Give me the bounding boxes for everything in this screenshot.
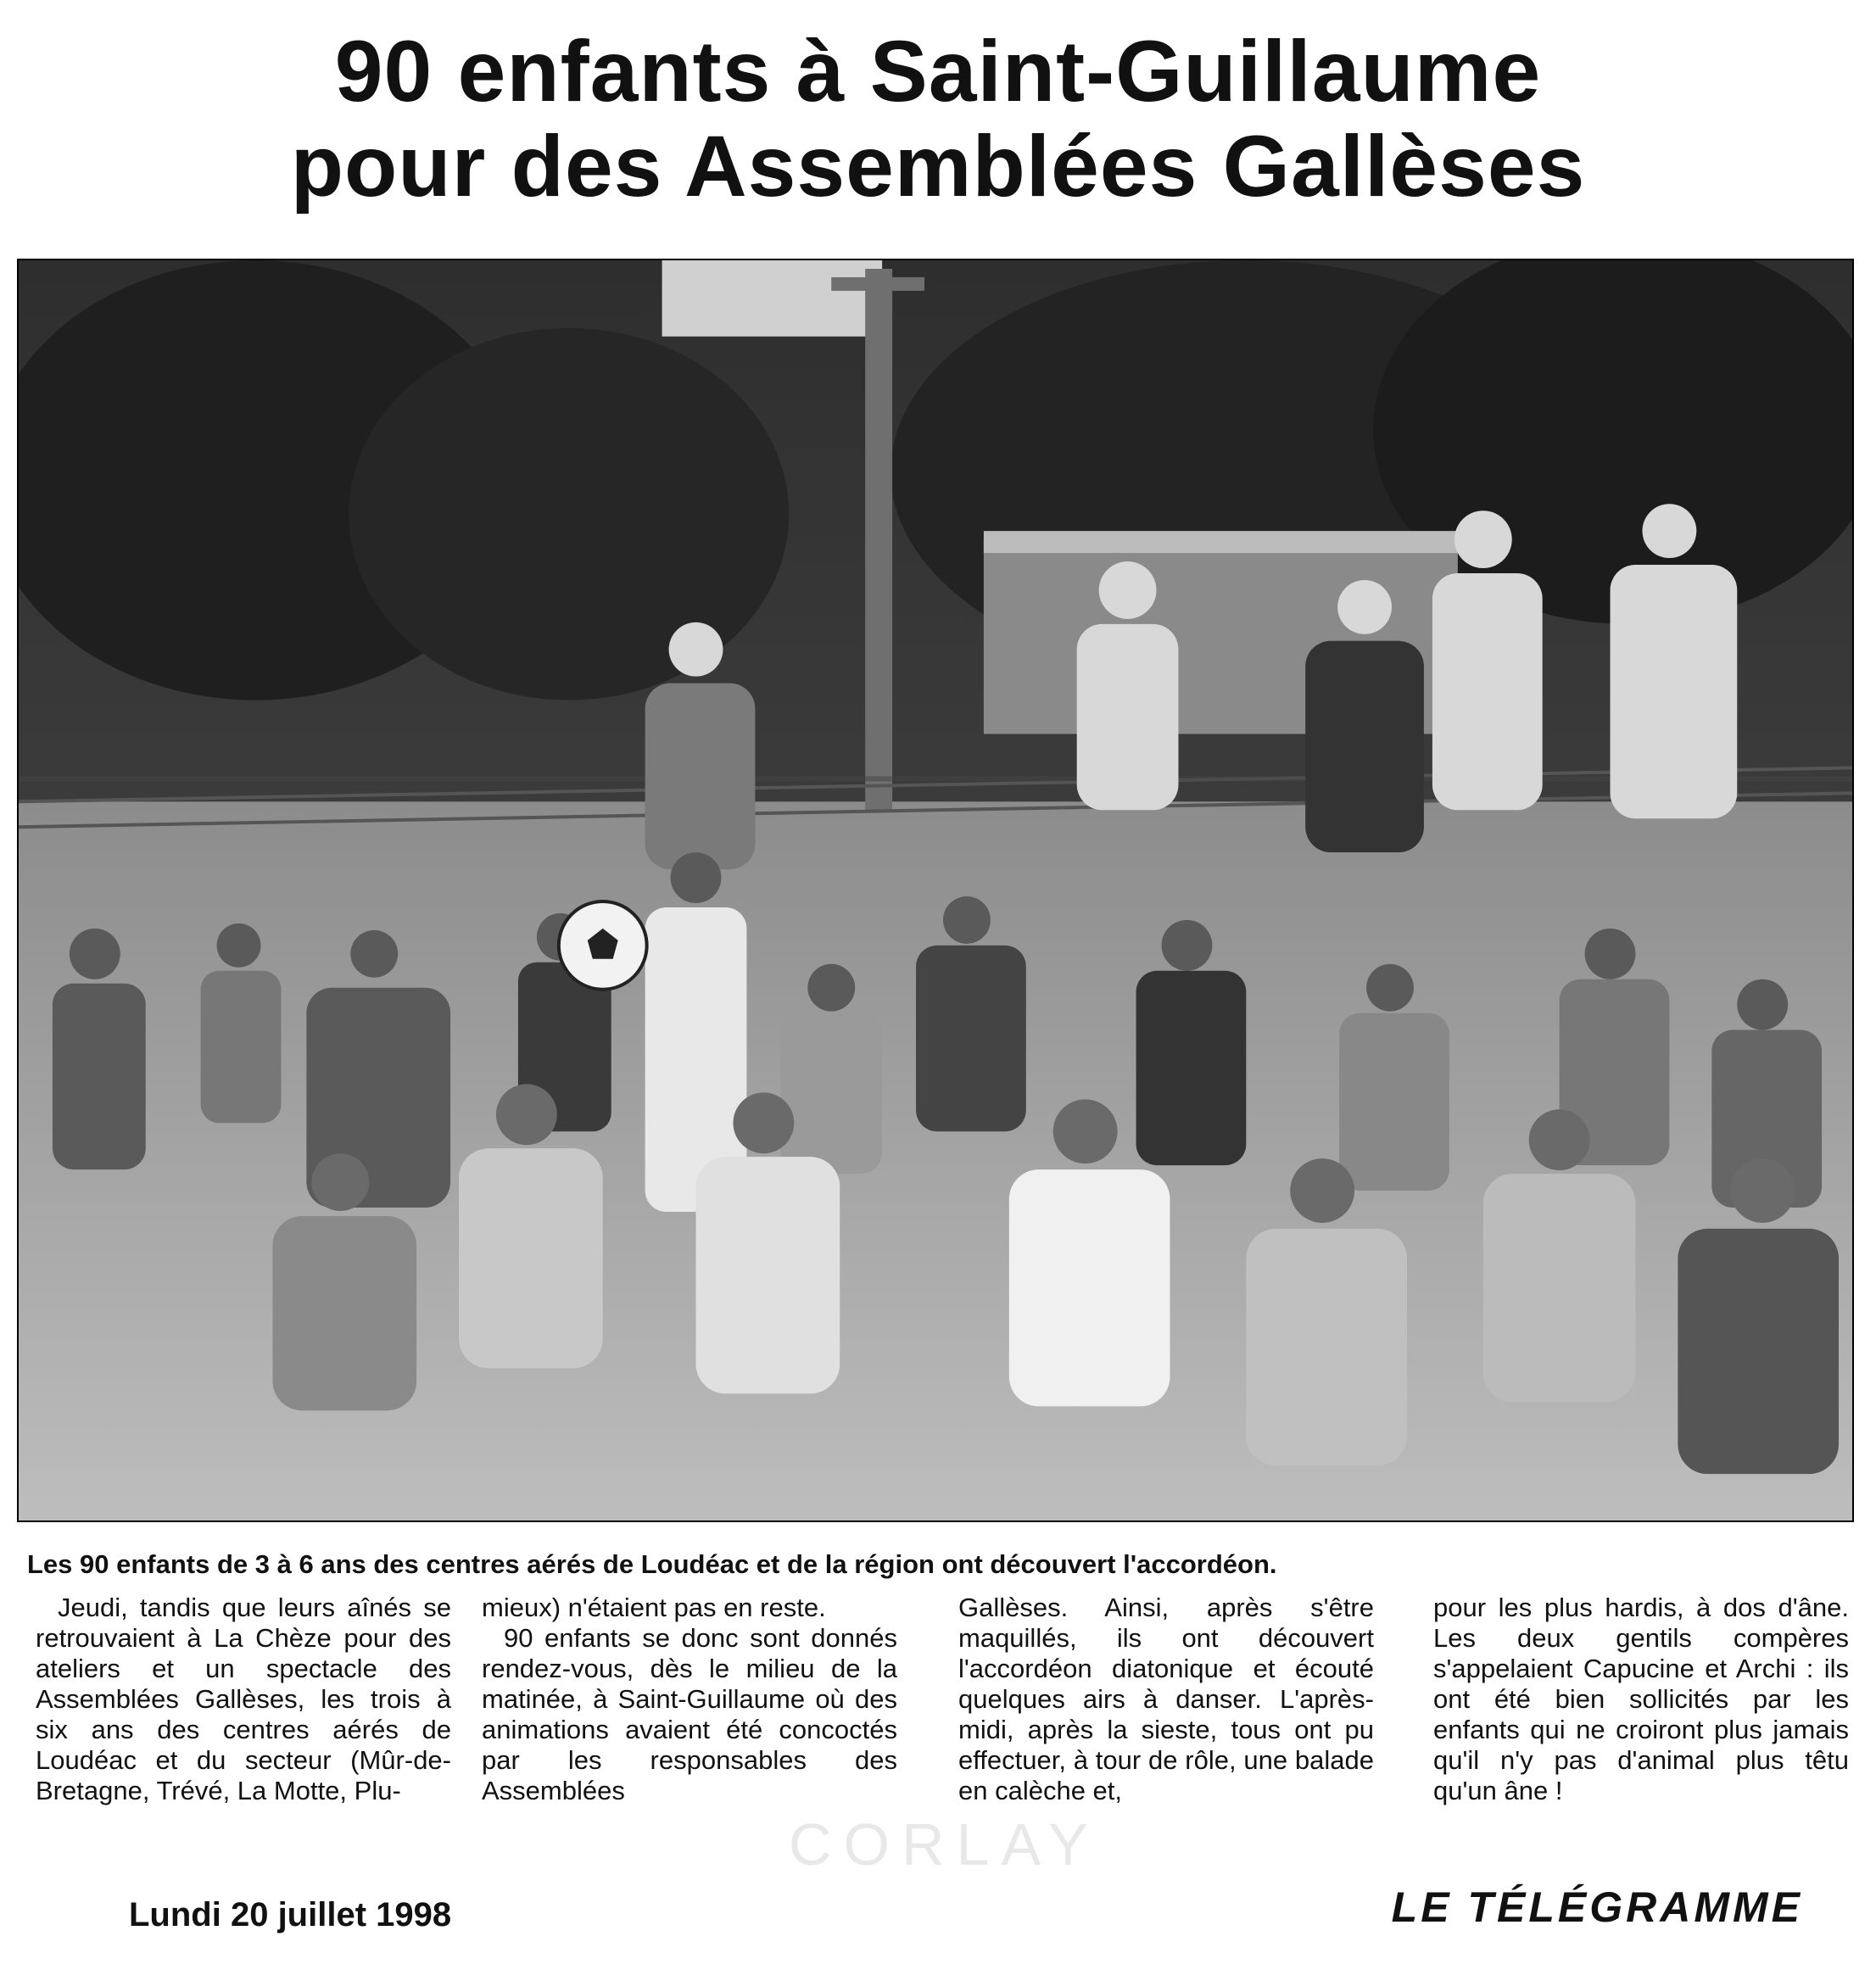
article-column-3	[958, 1593, 1374, 1806]
bleed-through-text: CORLAY	[789, 1811, 1100, 1878]
paragraph: pour les plus hardis, à dos d'âne. Les deux gentils compères s'appelaient Capucine et Archi : ils ont été bien sollicités par les enfants qui ne croiront plus jamais qu'il n'y pas d'animal plus têtu qu'un âne !	[1433, 1593, 1849, 1805]
headline-line-1: 90 enfants à Saint-Guillaume	[334, 23, 1542, 120]
paragraph: 90 enfants se donc sont donnés rendez-vous, dès le milieu de la matinée, à Saint-Guillaume où des animations avaient été concoctés par les responsables des Assemblées	[482, 1623, 897, 1805]
photo-caption: Les 90 enfants de 3 à 6 ans des centres aérés de Loudéac et de la région ont découvert l'accordéon.	[27, 1549, 1277, 1579]
publication-date: Lundi 20 juillet 1998	[129, 1896, 452, 1933]
newspaper-name: LE TÉLÉGRAMME	[1391, 1883, 1803, 1931]
photo-illustration	[19, 260, 1852, 1520]
headline-line-2: pour des Assemblées Gallèses	[290, 118, 1586, 215]
headline	[0, 24, 1876, 214]
paragraph: mieux) n'étaient pas en reste.	[482, 1593, 826, 1622]
article-column-2	[482, 1593, 897, 1806]
group-photo	[17, 259, 1854, 1522]
paragraph: Gallèses. Ainsi, après s'être maquillés, ils ont découvert l'accordéon diatonique et écouté quelques airs à danser. L'après-midi, après la sieste, tous ont pu effectuer, à tour de rôle, une balade en calèche et,	[958, 1593, 1374, 1805]
article-column-4	[1433, 1593, 1849, 1806]
article-column-1	[36, 1593, 451, 1806]
paragraph: Jeudi, tandis que leurs aînés se retrouvaient à La Chèze pour des ateliers et un spectacle des Assemblées Gallèses, les trois à six ans des centres aérés de Loudéac et du secteur (Mûr-de-Bretagne, Trévé, La Motte, Plu-	[36, 1593, 451, 1805]
